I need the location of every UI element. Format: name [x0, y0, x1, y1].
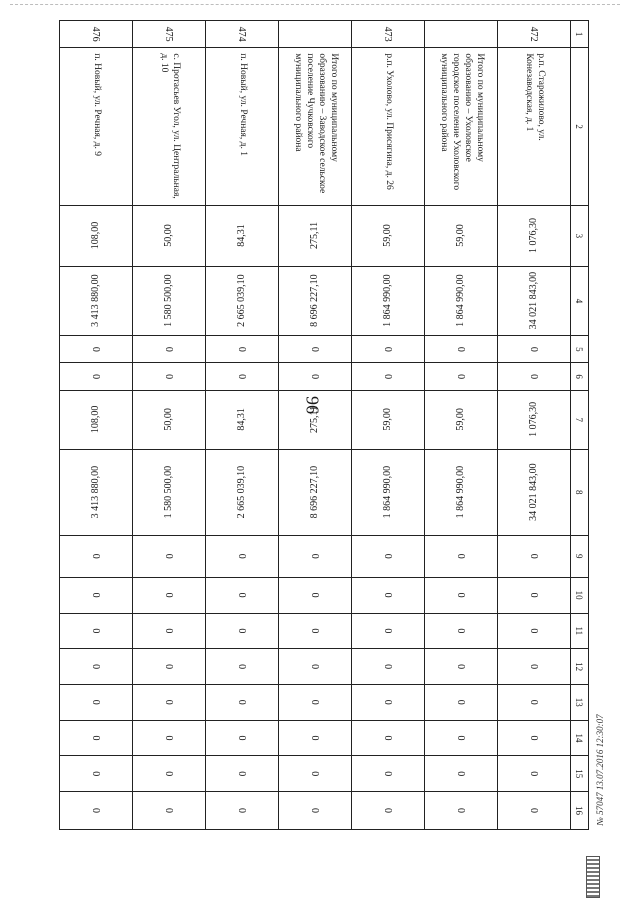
cell-c5: 0 [279, 336, 352, 363]
cell-c14: 0 [60, 720, 133, 756]
cell-c11: 0 [206, 613, 279, 649]
table-wrap [59, 20, 589, 830]
column-header-8: 8 [571, 449, 589, 535]
amount-cell: 1 580 500,00 [133, 266, 206, 335]
area-cell: 275,11 [279, 390, 352, 449]
registry-stamp [586, 850, 630, 898]
amount-cell: 34 021 843,00 [498, 449, 571, 535]
table-row [60, 21, 133, 830]
cell-c9: 0 [206, 535, 279, 577]
cell-c5: 0 [133, 336, 206, 363]
column-header-14: 14 [571, 720, 589, 756]
cell-c11: 0 [133, 613, 206, 649]
area-cell: 108,00 [60, 205, 133, 266]
cell-c10: 0 [352, 577, 425, 613]
cell-c6: 0 [133, 363, 206, 390]
cell-c13: 0 [498, 684, 571, 720]
area-cell: 59,00 [352, 390, 425, 449]
amount-cell: 1 580 500,00 [133, 449, 206, 535]
cell-c5: 0 [60, 336, 133, 363]
cell-c9: 0 [279, 535, 352, 577]
cell-c10: 0 [279, 577, 352, 613]
cell-c13: 0 [206, 684, 279, 720]
area-cell: 1 076,30 [498, 205, 571, 266]
cell-c15: 0 [60, 756, 133, 792]
column-header-3: 3 [571, 205, 589, 266]
row-number-cell [425, 21, 498, 48]
cell-c13: 0 [133, 684, 206, 720]
column-header-9: 9 [571, 535, 589, 577]
table-row [425, 21, 498, 830]
column-header-16: 16 [571, 792, 589, 830]
table-row [133, 21, 206, 830]
registry-logo-icon [586, 856, 600, 898]
cell-c16: 0 [352, 792, 425, 830]
table-body [60, 21, 571, 830]
row-number-cell: 473 [352, 21, 425, 48]
amount-cell: 34 021 843,00 [498, 266, 571, 335]
table-row [352, 21, 425, 830]
cell-c11: 0 [498, 613, 571, 649]
column-header-1: 1 [571, 21, 589, 48]
cell-c6: 0 [425, 363, 498, 390]
cell-c10: 0 [133, 577, 206, 613]
cell-c10: 0 [60, 577, 133, 613]
cell-c15: 0 [133, 756, 206, 792]
area-cell: 84,31 [206, 205, 279, 266]
cell-c13: 0 [60, 684, 133, 720]
amount-cell: 1 864 990,00 [352, 449, 425, 535]
cell-c14: 0 [133, 720, 206, 756]
header-row [571, 21, 589, 830]
cell-c14: 0 [425, 720, 498, 756]
cell-c14: 0 [352, 720, 425, 756]
cell-c9: 0 [60, 535, 133, 577]
area-cell: 59,00 [352, 205, 425, 266]
cell-c11: 0 [352, 613, 425, 649]
cell-c6: 0 [206, 363, 279, 390]
area-cell: 1 076,30 [498, 390, 571, 449]
cell-c9: 0 [425, 535, 498, 577]
cell-c6: 0 [498, 363, 571, 390]
cell-c16: 0 [279, 792, 352, 830]
row-number-cell: 474 [206, 21, 279, 48]
table-row [279, 21, 352, 830]
cell-c15: 0 [425, 756, 498, 792]
amount-cell: 8 696 227,10 [279, 449, 352, 535]
cell-c13: 0 [425, 684, 498, 720]
registry-number: № 57047 13.07.2016 12:30:07 [595, 714, 605, 826]
cell-c12: 0 [498, 649, 571, 685]
cell-c16: 0 [425, 792, 498, 830]
cell-c12: 0 [133, 649, 206, 685]
column-header-7: 7 [571, 390, 589, 449]
cell-c11: 0 [425, 613, 498, 649]
cell-c6: 0 [352, 363, 425, 390]
row-number-cell [279, 21, 352, 48]
cell-c5: 0 [352, 336, 425, 363]
column-header-11: 11 [571, 613, 589, 649]
cell-c16: 0 [206, 792, 279, 830]
column-header-5: 5 [571, 336, 589, 363]
address-cell: р.п. Старожилово, ул. Конезаводская, д. 1 [498, 48, 571, 206]
cell-c14: 0 [206, 720, 279, 756]
row-number-cell: 476 [60, 21, 133, 48]
page-number: 96 [302, 396, 323, 414]
amount-cell: 8 696 227,10 [279, 266, 352, 335]
cell-c12: 0 [425, 649, 498, 685]
table-row [498, 21, 571, 830]
cell-c10: 0 [425, 577, 498, 613]
row-number-cell: 475 [133, 21, 206, 48]
column-header-13: 13 [571, 684, 589, 720]
cell-c16: 0 [60, 792, 133, 830]
cell-c16: 0 [133, 792, 206, 830]
column-header-6: 6 [571, 363, 589, 390]
area-cell: 50,00 [133, 390, 206, 449]
cell-c6: 0 [279, 363, 352, 390]
cell-c10: 0 [206, 577, 279, 613]
column-header-2: 2 [571, 48, 589, 206]
address-cell: п. Новый, ул. Речная, д. 9 [60, 48, 133, 206]
row-number-cell: 472 [498, 21, 571, 48]
data-table [59, 20, 589, 830]
cell-c12: 0 [60, 649, 133, 685]
cell-c14: 0 [279, 720, 352, 756]
amount-cell: 1 864 990,00 [352, 266, 425, 335]
cell-c5: 0 [425, 336, 498, 363]
area-cell: 84,31 [206, 390, 279, 449]
amount-cell: 1 864 990,00 [425, 266, 498, 335]
cell-c13: 0 [352, 684, 425, 720]
cell-c5: 0 [206, 336, 279, 363]
cell-c9: 0 [352, 535, 425, 577]
cell-c15: 0 [352, 756, 425, 792]
cell-c15: 0 [279, 756, 352, 792]
cell-c15: 0 [498, 756, 571, 792]
amount-cell: 3 413 880,00 [60, 266, 133, 335]
cell-c5: 0 [498, 336, 571, 363]
address-cell: Итого по муниципальному образованию – Заводское сельское поселение Чучковского муниципального района [279, 48, 352, 206]
column-header-10: 10 [571, 577, 589, 613]
amount-cell: 2 665 039,10 [206, 266, 279, 335]
amount-cell: 1 864 990,00 [425, 449, 498, 535]
column-header-4: 4 [571, 266, 589, 335]
cell-c11: 0 [279, 613, 352, 649]
cell-c15: 0 [206, 756, 279, 792]
column-header-15: 15 [571, 756, 589, 792]
area-cell: 59,00 [425, 205, 498, 266]
cell-c12: 0 [206, 649, 279, 685]
amount-cell: 3 413 880,00 [60, 449, 133, 535]
cell-c14: 0 [498, 720, 571, 756]
cell-c9: 0 [133, 535, 206, 577]
cell-c11: 0 [60, 613, 133, 649]
area-cell: 108,00 [60, 390, 133, 449]
cell-c12: 0 [352, 649, 425, 685]
cell-c12: 0 [279, 649, 352, 685]
table-row [206, 21, 279, 830]
area-cell: 50,00 [133, 205, 206, 266]
cell-c9: 0 [498, 535, 571, 577]
amount-cell: 2 665 039,10 [206, 449, 279, 535]
address-cell: с. Протасьев Угол, ул. Центральная, д. 10 [133, 48, 206, 206]
cell-c16: 0 [498, 792, 571, 830]
area-cell: 59,00 [425, 390, 498, 449]
page-top-edge [10, 4, 620, 5]
cell-c10: 0 [498, 577, 571, 613]
address-cell: п. Новый, ул. Речная, д. 1 [206, 48, 279, 206]
cell-c13: 0 [279, 684, 352, 720]
address-cell: Итого по муниципальному образованию – Ухоловское городское поселение Ухоловского муниципального района [425, 48, 498, 206]
column-header-12: 12 [571, 649, 589, 685]
cell-c6: 0 [60, 363, 133, 390]
area-cell: 275,11 [279, 205, 352, 266]
address-cell: р.п. Ухолово, ул. Присягина, д. 26 [352, 48, 425, 206]
